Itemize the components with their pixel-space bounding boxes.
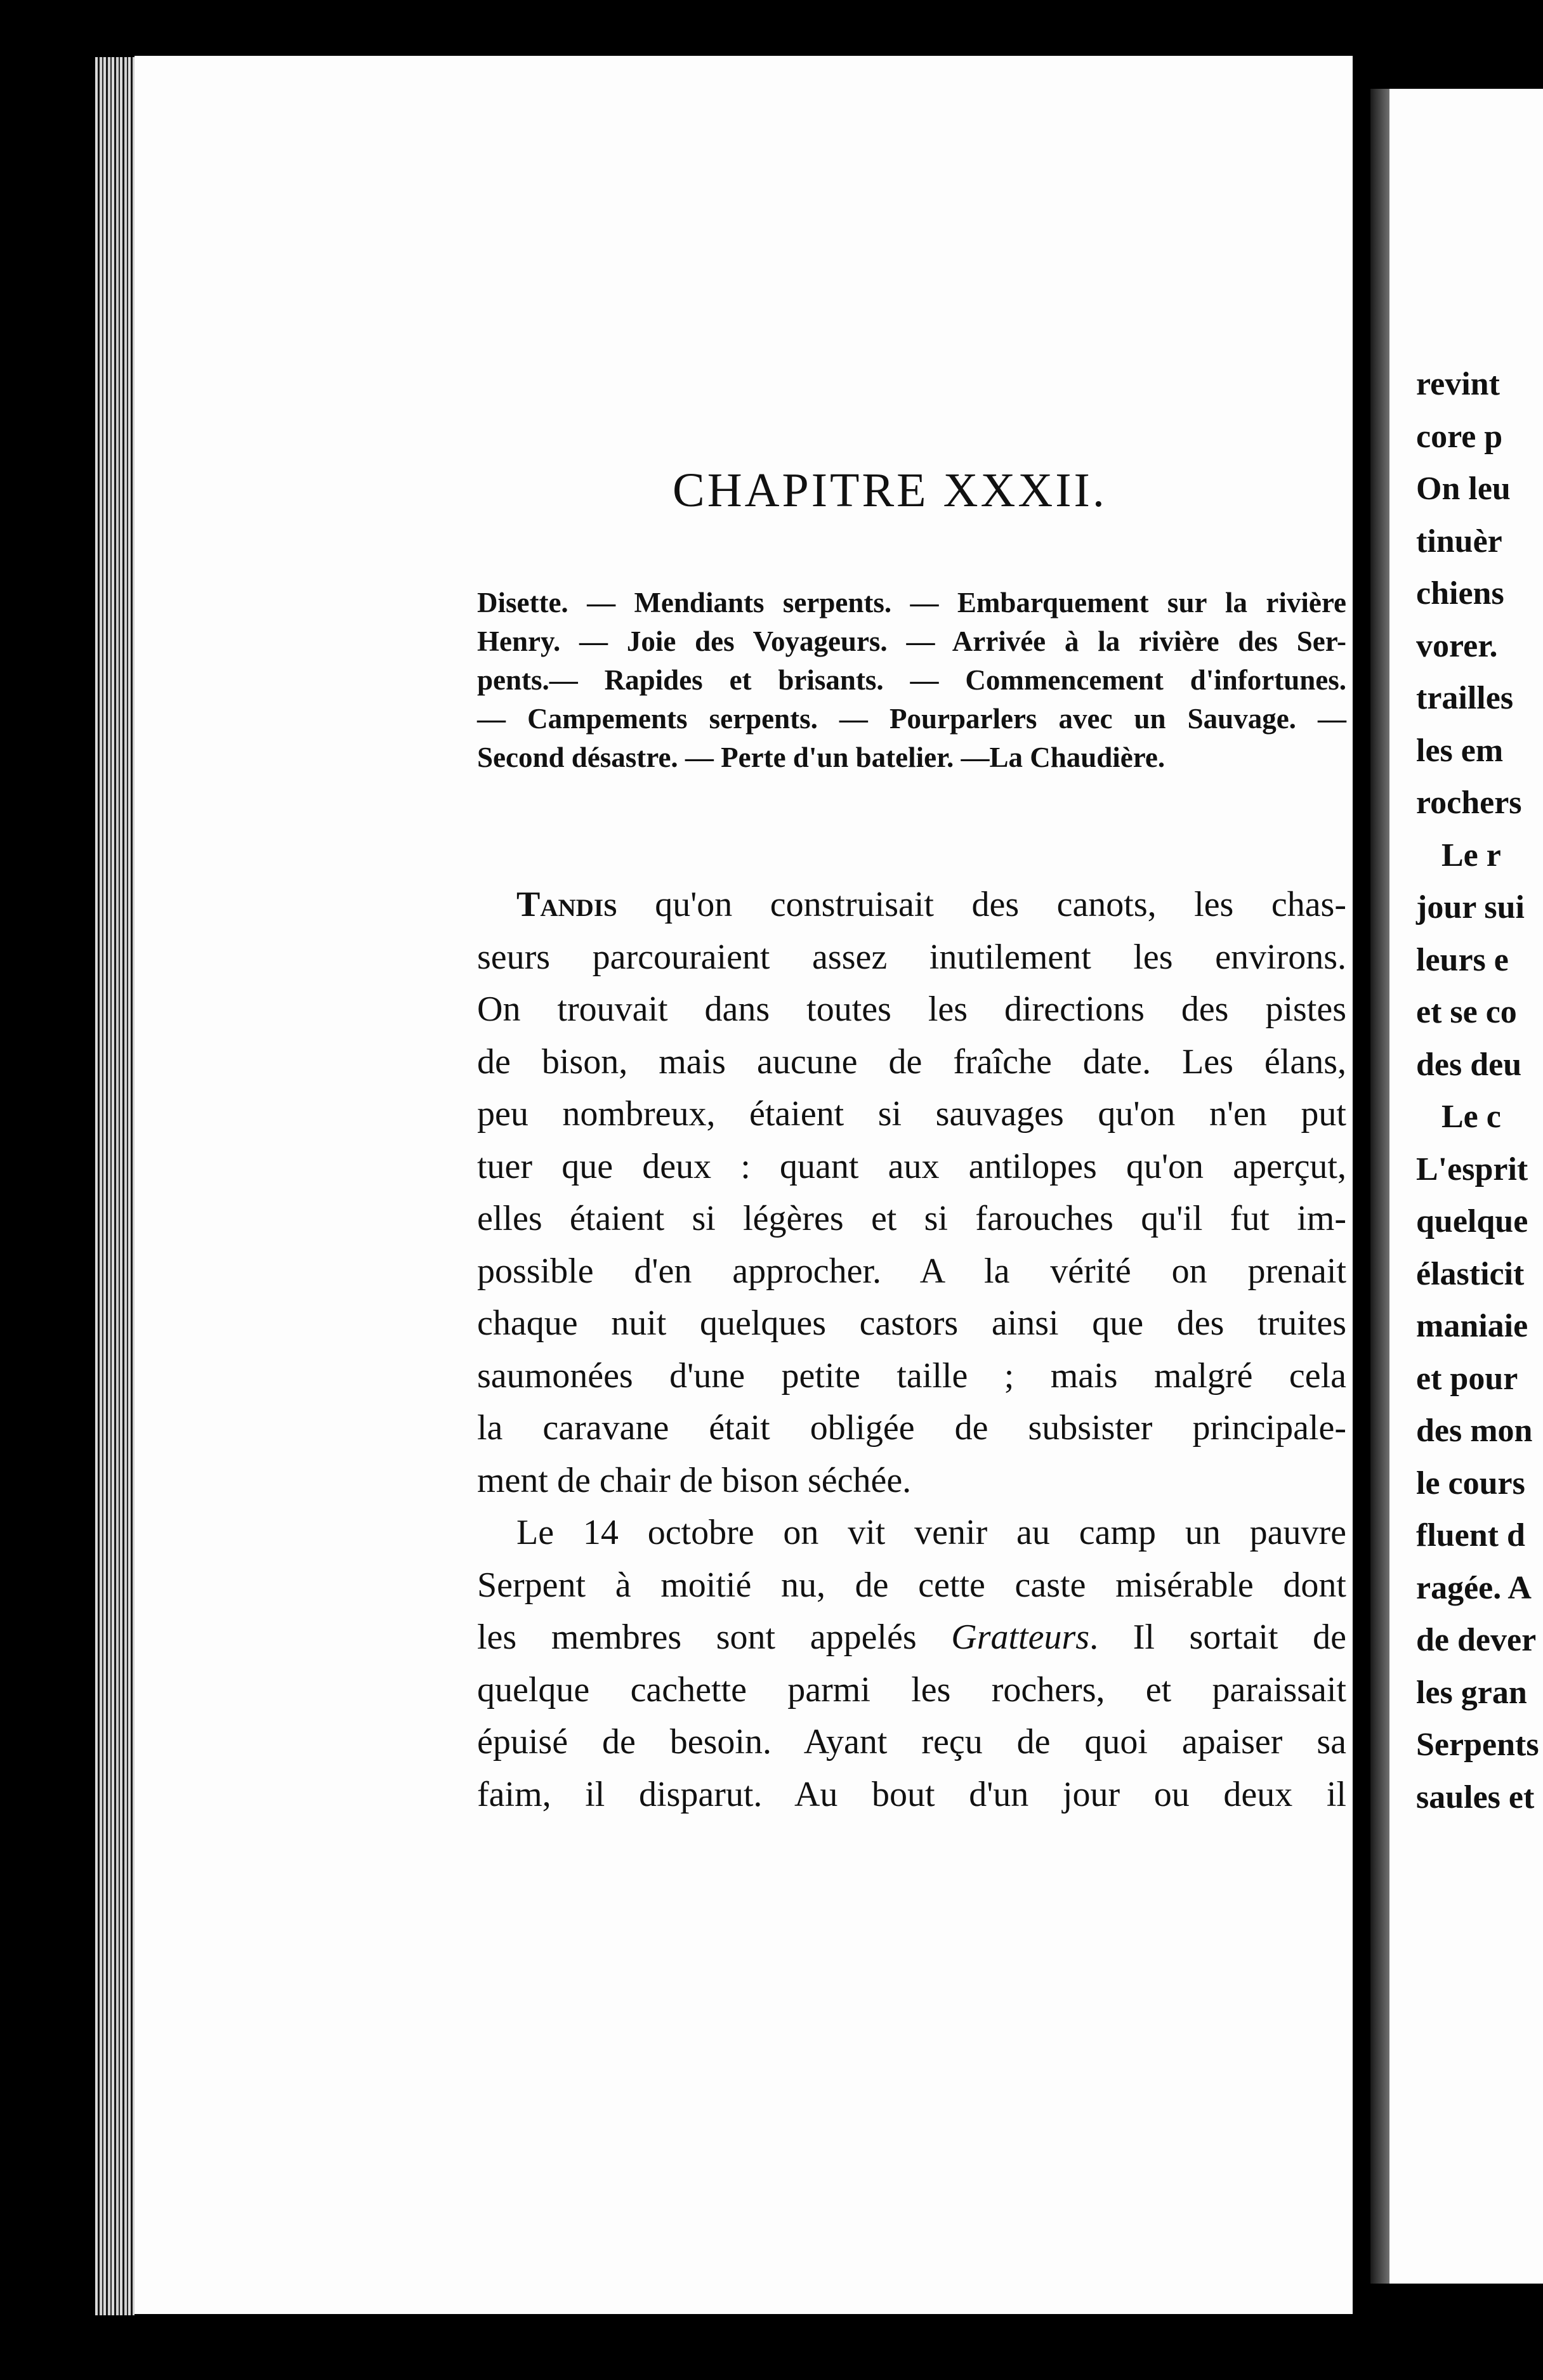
paragraph-1-line: saumonées d'une petite taille ; mais malgré cela <box>477 1356 1346 1396</box>
paragraph-1-line: chaque nuit quelques castors ainsi que des truites <box>477 1304 1346 1343</box>
summary-line: Disette. — Mendiants serpents. — Embarquement sur la rivière <box>477 587 1346 618</box>
right-page-line: Le c <box>1441 1099 1501 1135</box>
summary-line: — Campements serpents. — Pourparlers avec un Sauvage. — <box>477 703 1346 735</box>
page-gutter-edge <box>95 57 135 2315</box>
chapter-title: CHAPITRE XXXII. <box>673 464 1107 517</box>
right-page-line: leurs e <box>1416 941 1509 978</box>
right-page-line: et pour <box>1416 1360 1518 1397</box>
right-page-line: ragée. A <box>1416 1569 1532 1606</box>
right-page-line: Serpents <box>1416 1727 1539 1763</box>
paragraph-1-line: ment de chair de bison séchée. <box>477 1460 912 1500</box>
smallcaps-opening-word: Tandis <box>516 885 617 924</box>
right-page-line: chiens <box>1416 575 1504 611</box>
right-page-line: maniaie <box>1416 1308 1528 1344</box>
right-page-line: core p <box>1416 418 1503 455</box>
right-page-line: revint <box>1416 366 1500 402</box>
paragraph-2-line: Serpent à moitié nu, de cette caste misérable dont <box>477 1565 1346 1605</box>
paragraph-1-line: tuer que deux : quant aux antilopes qu'on aperçut, <box>477 1146 1346 1186</box>
right-page-shadow <box>1370 89 1391 2284</box>
paragraph-2-line: faim, il disparut. Au bout d'un jour ou deux il <box>477 1774 1346 1814</box>
paragraph-1-line: On trouvait dans toutes les directions des pistes <box>477 990 1346 1029</box>
italic-term: Gratteurs <box>951 1618 1090 1657</box>
right-page-line: des mon <box>1416 1413 1533 1449</box>
right-page-line: les gran <box>1416 1674 1527 1711</box>
right-page-line: et se co <box>1416 994 1517 1030</box>
right-page-text <box>1416 358 1539 1824</box>
right-page-line: jour sui <box>1416 889 1525 925</box>
right-page-line: les em <box>1416 732 1504 769</box>
paragraph-1-line: Tandis qu'on construisait des canots, les chas- <box>516 885 1346 924</box>
right-page-line: de dever <box>1416 1622 1537 1658</box>
right-page-line: L'esprit <box>1416 1151 1528 1187</box>
paragraph-2-line: Le 14 octobre on vit venir au camp un pauvre <box>516 1513 1346 1552</box>
summary-line: Henry. — Joie des Voyageurs. — Arrivée à la rivière des Ser- <box>477 625 1346 657</box>
right-page-line: quelque <box>1416 1203 1528 1239</box>
body-text <box>477 879 1346 1821</box>
right-page-line: élasticit <box>1416 1255 1525 1292</box>
right-page-line: saules et <box>1416 1779 1535 1815</box>
right-page-line: Le r <box>1441 837 1501 873</box>
paragraph-2-line: les membres sont appelés Gratteurs. Il sortait de <box>477 1618 1346 1657</box>
paragraph-1-line: seurs parcouraient assez inutilement les environs. <box>477 937 1346 977</box>
right-page-line: fluent d <box>1416 1517 1525 1553</box>
paragraph-1-line: elles étaient si légères et si farouches qu'il fut im- <box>477 1199 1346 1238</box>
right-page-line: On leu <box>1416 471 1511 507</box>
right-page-line: des deu <box>1416 1046 1522 1083</box>
paragraph-2-line: quelque cachette parmi les rochers, et paraissait <box>477 1670 1346 1710</box>
right-page-line: tinuèr <box>1416 523 1502 559</box>
summary-line: Second désastre. — Perte d'un batelier. —La Chaudière. <box>477 742 1165 773</box>
right-page-line: rochers <box>1416 785 1522 821</box>
paragraph-2-line: épuisé de besoin. Ayant reçu de quoi apaiser sa <box>477 1722 1346 1762</box>
right-page-line: vorer. <box>1416 627 1498 664</box>
right-page-line: le cours <box>1416 1465 1525 1501</box>
paragraph-1-line: peu nombreux, étaient si sauvages qu'on n'en put <box>477 1094 1346 1134</box>
paragraph-1-line: de bison, mais aucune de fraîche date. Les élans, <box>477 1042 1346 1082</box>
right-page-line: trailles <box>1416 680 1514 716</box>
paragraph-1-line: possible d'en approcher. A la vérité on prenait <box>477 1251 1346 1291</box>
summary-line: pents.— Rapides et brisants. — Commencement d'infortunes. <box>477 664 1346 696</box>
paragraph-1-line: la caravane était obligée de subsister principale- <box>477 1408 1346 1448</box>
chapter-summary <box>477 584 1346 777</box>
